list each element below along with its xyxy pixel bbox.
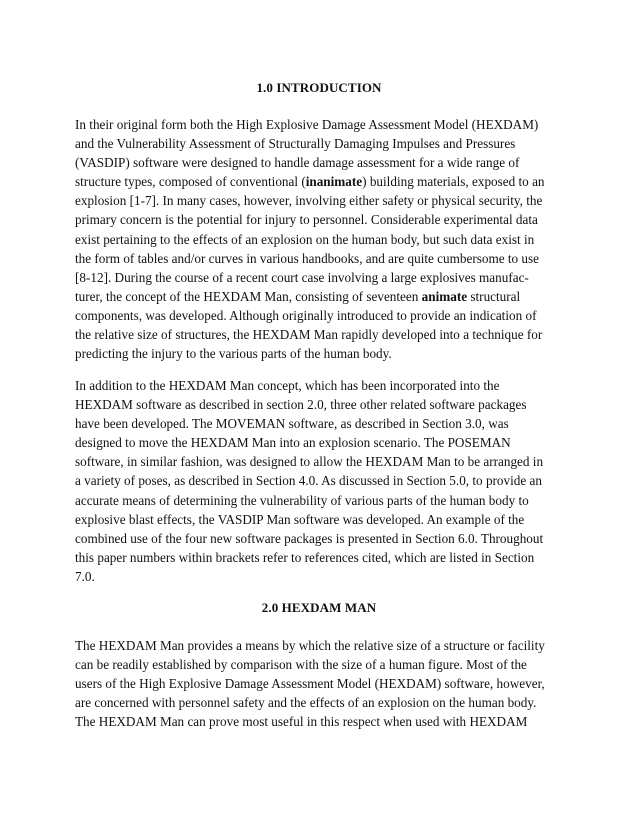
text-line: designed to move the HEXDAM Man into an explosion scenario. The POSEMAN	[75, 435, 511, 451]
text-line: primary concern is the potential for injury to personnel. Considerable experimental data	[75, 212, 538, 228]
text-line: software, in similar fashion, was designed to allow the HEXDAM Man to be arranged in	[75, 454, 544, 470]
text-line	[75, 172, 563, 191]
text-line: exist pertaining to the effects of an explosion on the human body, but such data exist in	[75, 231, 535, 247]
text-line: (VASDIP) software were designed to handle damage assessment for a wide range of	[75, 155, 520, 171]
text-line: accurate means of determining the vulnerability of various parts of the human body to	[75, 492, 529, 508]
text-line: the relative size of structures, the HEXDAM Man rapidly developed into a technique for	[75, 327, 543, 343]
text-line: have been developed. The MOVEMAN software, as described in Section 3.0, was	[75, 416, 509, 432]
text-line: this paper numbers within brackets refer to references cited, which are listed in Section	[75, 549, 535, 565]
text-line: In their original form both the High Explosive Damage Assessment Model (HEXDAM)	[75, 117, 539, 132]
text-line: 7.0.	[75, 568, 95, 584]
text-line	[75, 287, 563, 306]
text-line: components, was developed. Although originally introduced to provide an indication of	[75, 307, 537, 323]
paragraph-hexdam-man-1	[75, 636, 563, 731]
text-line: can be readily established by comparison with the size of a human figure. Most of the	[75, 657, 527, 673]
text-line: are concerned with personnel safety and the effects of an explosion on the human body.	[75, 695, 537, 711]
text-line: predicting the injury to the various parts of the human body.	[75, 346, 392, 362]
text-line: the form of tables and/or curves in various handbooks, and are quite cumbersome to use	[75, 250, 539, 266]
text-line: HEXDAM software as described in section 2.0, three other related software packages	[75, 397, 527, 413]
section-heading-introduction: 1.0 INTRODUCTION	[256, 80, 382, 95]
text-line: a variety of poses, as described in Section 4.0. As discussed in Section 5.0, to provide an	[75, 473, 542, 489]
bold-term-animate: animate	[421, 288, 468, 304]
section-heading-hexdam-man: 2.0 HEXDAM MAN	[261, 600, 377, 615]
text-run: structure types, composed of conventional (	[75, 174, 306, 190]
paragraph-introduction-1	[75, 115, 563, 363]
paragraph-introduction-2	[75, 376, 563, 586]
text-line: users of the High Explosive Damage Assessment Model (HEXDAM) software, however,	[75, 676, 545, 692]
bold-term-inanimate: inanimate	[305, 174, 363, 190]
text-line: The HEXDAM Man can prove most useful in this respect when used with HEXDAM	[75, 714, 528, 730]
text-line: and the Vulnerability Assessment of Structurally Damaging Impulses and Pressures	[75, 136, 516, 152]
text-line: [8-12]. During the course of a recent court case involving a large explosives manufac-	[75, 269, 529, 285]
text-line: combined use of the four new software packages is presented in Section 6.0. Throughout	[75, 530, 544, 546]
text-line: explosion [1-7]. In many cases, however, involving either safety or physical security, the	[75, 193, 543, 209]
text-line: In addition to the HEXDAM Man concept, which has been incorporated into the	[75, 378, 500, 393]
text-run: ) building materials, exposed to an	[362, 174, 545, 190]
text-line: The HEXDAM Man provides a means by which the relative size of a structure or facility	[75, 638, 545, 653]
text-line: explosive blast effects, the VASDIP Man software was developed. An example of the	[75, 511, 525, 527]
text-run: structural	[467, 288, 521, 304]
text-run: turer, the concept of the HEXDAM Man, consisting of seventeen	[75, 288, 422, 304]
